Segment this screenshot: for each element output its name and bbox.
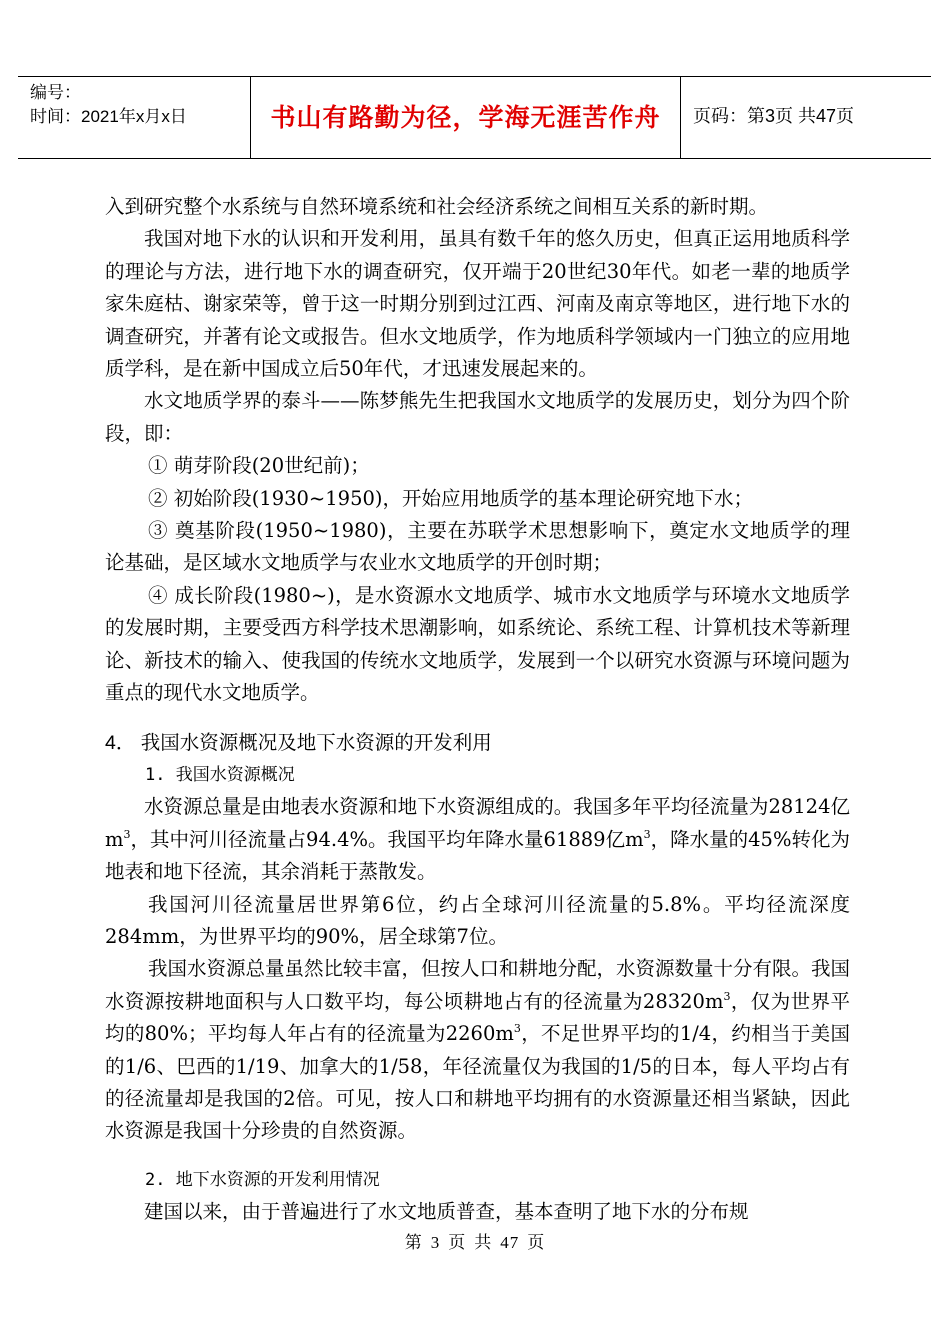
superscript: 3 — [723, 989, 731, 1003]
page-footer — [0, 1228, 950, 1253]
stage-item-2: ② 初始阶段(1930~1950)，开始应用地质学的基本理论研究地下水； — [148, 486, 754, 510]
paragraph-river-runoff: 我国河川径流量居世界第6位，约占全球河川径流量的5.8%。平均径流深度284mm，为世界平均的90%，居全球第7位。 — [105, 892, 850, 948]
text-segment: 我国水资源总量虽然比较丰富，但按人口和耕地分配，水资源数量十分有限。我国水资源按耕地面积与人口数平均，每公顷耕地占有的径流量为28320m — [105, 957, 851, 1013]
stage-item-3: ③ 奠基阶段(1950~1980)，主要在苏联学术思想影响下，奠定水文地质学的理论基础，是区域水文地质学与农业水文地质学的开创时期； — [105, 519, 850, 575]
footer-di: 第 — [404, 1233, 423, 1252]
paragraph-stages-intro: 水文地质学界的泰斗——陈梦熊先生把我国水文地质学的发展历史，划分为四个阶段，即： — [105, 389, 850, 445]
text-segment: ，不足世界平均的1/4，约相当于美国的1/6、巴西的1/19、加拿大的1/58，年径流量仅为我国的1/5的日本，每人平均占有的径流量却是我国的2倍。可见，按人口和耕地平均拥有的水资源量还相当紧缺，因此水资源是我国十分珍贵的自然资源。 — [105, 1022, 850, 1143]
text-segment: ，其中河川径流量占94.4%。我国平均年降水量61889亿m — [130, 827, 644, 851]
paragraph-history: 我国对地下水的认识和开发利用，虽具有数千年的悠久历史，但真正运用地质科学的理论与方法，进行地下水的调查研究，仅开端于20世纪30年代。如老一辈的地质学家朱庭枯、谢家荣等，曾于这一时期分别到过江西、河南及南京等地区，进行地下水的调查研究，并著有论文或报告。但水文地质学，作为地质科学领域内一门独立的应用地质学科，是在新中国成立后50年代，才迅速发展起来的。 — [105, 227, 850, 381]
document-time-label: 时间：2021年x月x日 — [30, 107, 187, 126]
footer-ye: 页 — [448, 1233, 467, 1252]
footer-total-pages: 47 — [500, 1233, 520, 1252]
paragraph-groundwater-use: 建国以来，由于普遍进行了水文地质普查，基本查明了地下水的分布规 — [144, 1200, 749, 1224]
superscript: 3 — [643, 827, 651, 841]
paragraph-continuation: 入到研究整个水系统与自然环境系统和社会经济系统之间相互关系的新时期。 — [105, 195, 769, 218]
text-segment: 水资源总量是由地表水资源和地下水资源组成的。我国多年平均径流量为28124亿m — [105, 795, 850, 851]
header-motto: 书山有路勤为径，学海无涯苦作舟 — [251, 77, 681, 158]
header-page-info: 页码：第3页 共47页 — [693, 105, 855, 126]
subsection-heading-2: 2. 地下水资源的开发利用情况 — [145, 1169, 380, 1190]
footer-page-number: 3 — [430, 1233, 441, 1252]
page-header — [18, 76, 931, 159]
paragraph-per-capita — [105, 953, 850, 1147]
paragraph-total-resources — [105, 791, 850, 888]
text-segment: ，降水量的45%转化为地表和地下径流，其余消耗于蒸散发。 — [105, 827, 850, 884]
footer-ye2: 页 — [527, 1233, 546, 1252]
text-segment: ，仅为世界平均的80%；平均每人年占有的径流量为2260m — [105, 989, 850, 1046]
stage-item-1: ① 萌芽阶段(20世纪前)； — [148, 454, 370, 478]
section-heading-4: 4． 我国水资源概况及地下水资源的开发利用 — [105, 731, 492, 754]
superscript: 3 — [513, 1022, 521, 1036]
document-number-label: 编号： — [30, 83, 81, 102]
document-body — [105, 191, 850, 1229]
subsection-heading-1: 1. 我国水资源概况 — [145, 764, 295, 785]
stage-item-4: ④ 成长阶段(1980~)，是水资源水文地质学、城市水文地质学与环境水文地质学的发展时期，主要受西方科学技术思潮影响，如系统论、系统工程、计算机技术等新理论、新技术的输入、使我国的传统水文地质学，发展到一个以研究水资源与环境问题为重点的现代水文地质学。 — [105, 583, 850, 705]
superscript: 3 — [123, 827, 131, 841]
footer-gong: 共 — [474, 1233, 493, 1252]
header-meta — [18, 77, 251, 158]
